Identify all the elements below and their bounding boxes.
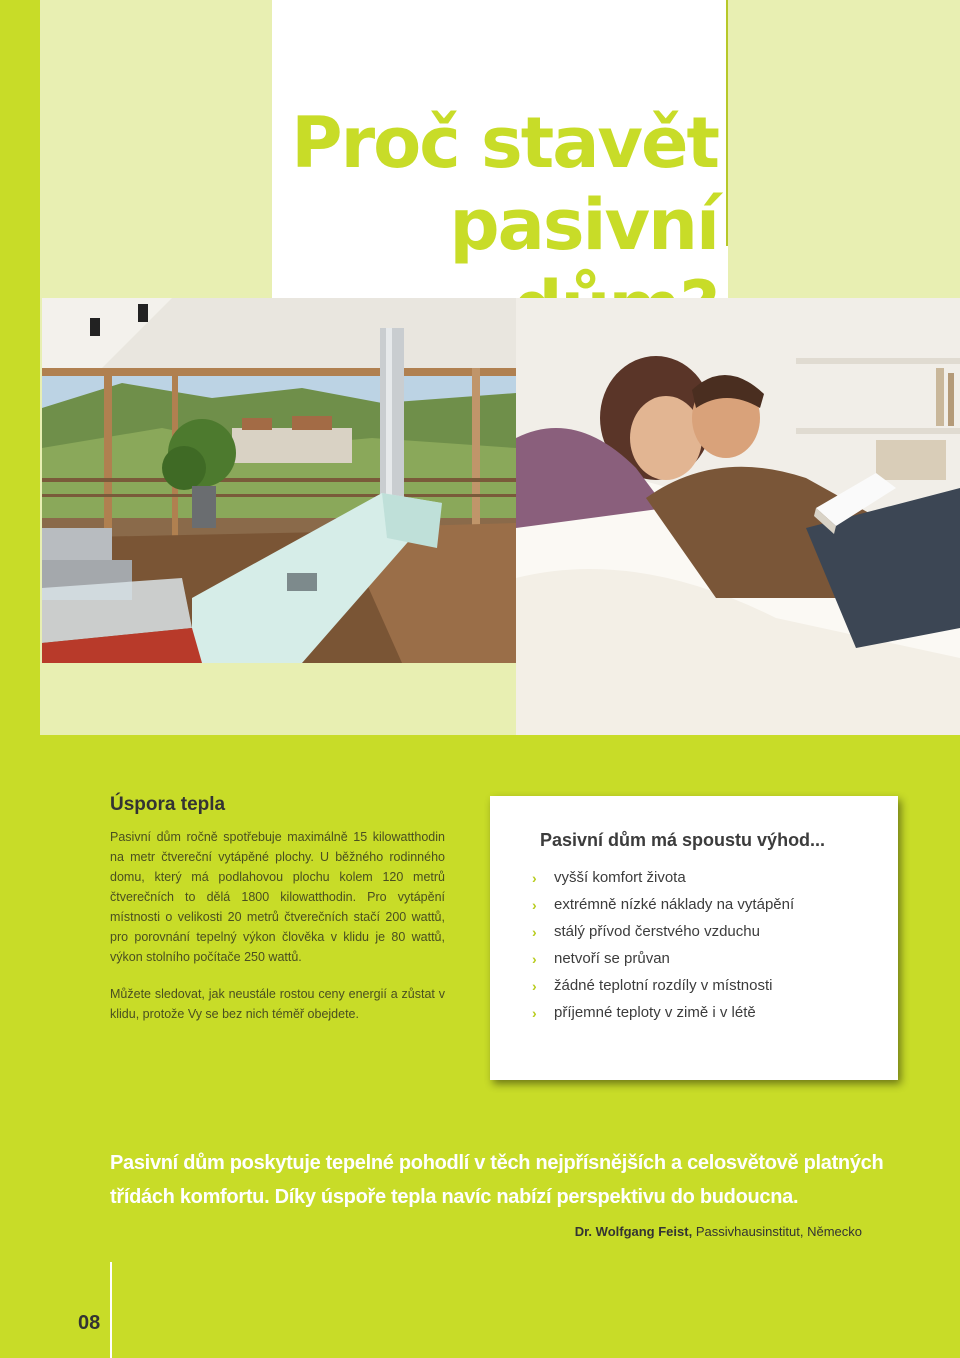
chevron-right-icon: › <box>532 923 537 940</box>
left-accent-strip <box>0 0 40 735</box>
benefit-label: vyšší komfort života <box>554 869 686 886</box>
title-divider <box>726 0 728 246</box>
quote-text: Pasivní dům poskytuje tepelné pohodlí v těch nejpřísnějších a celosvětově platných třídách komfortu. Díky úspoře tepla navíc nabízí perspektivu do budoucna. <box>110 1152 884 1208</box>
benefit-label: příjemné teploty v zimě i v létě <box>554 1004 756 1021</box>
list-item <box>532 972 794 999</box>
chevron-right-icon: › <box>532 1004 537 1021</box>
body-paragraph-2: Můžete sledovat, jak neustále rostou ceny energií a zůstat v klidu, protože Vy se bez nich téměř obejdete. <box>110 987 445 1021</box>
body-paragraph-1: Pasivní dům ročně spotřebuje maximálně 15 kilowatthodin na metr čtvereční vytápěné plochy. U běžného rodinného domu, který má podlahovou plochu kolem 120 metrů čtverečních to dělá 1800 kilowatthodin. Pro vytápění místnosti o velikosti 20 metrů čtverečních stačí 200 wattů, pro porovnání tepelný výkon člověka v klidu je 80 wattů, výkon stolního počítače 250 wattů. <box>110 830 445 964</box>
interior-photo <box>42 298 516 663</box>
list-item <box>532 864 794 891</box>
chevron-right-icon: › <box>532 869 537 886</box>
couple-photo <box>516 298 960 735</box>
benefit-label: žádné teplotní rozdíly v místnosti <box>554 977 773 994</box>
list-item <box>532 999 794 1026</box>
quote-author <box>575 1224 862 1239</box>
benefits-title: Pasivní dům má spoustu výhod... <box>540 830 826 850</box>
page-title-line1: Proč stavět <box>291 102 718 184</box>
list-item <box>532 891 794 918</box>
author-name: Dr. Wolfgang Feist, <box>574 1224 693 1239</box>
page-title-line2: pasivní <box>449 184 718 266</box>
benefit-list <box>532 864 794 1026</box>
chevron-right-icon: › <box>532 896 537 913</box>
author-org: Passivhausinstitut, Německo <box>692 1224 862 1239</box>
chevron-right-icon: › <box>532 977 537 994</box>
list-item <box>532 918 794 945</box>
page-number: 08 <box>78 1312 101 1334</box>
benefit-label: netvoří se průvan <box>554 950 670 967</box>
section-heading: Úspora tepla <box>110 794 226 815</box>
page-number-divider <box>110 1262 112 1358</box>
list-item <box>532 945 794 972</box>
benefit-label: extrémně nízké náklady na vytápění <box>554 896 795 913</box>
benefit-label: stálý přívod čerstvého vzduchu <box>554 923 760 940</box>
chevron-right-icon: › <box>532 950 537 967</box>
benefits-box <box>490 796 898 1080</box>
